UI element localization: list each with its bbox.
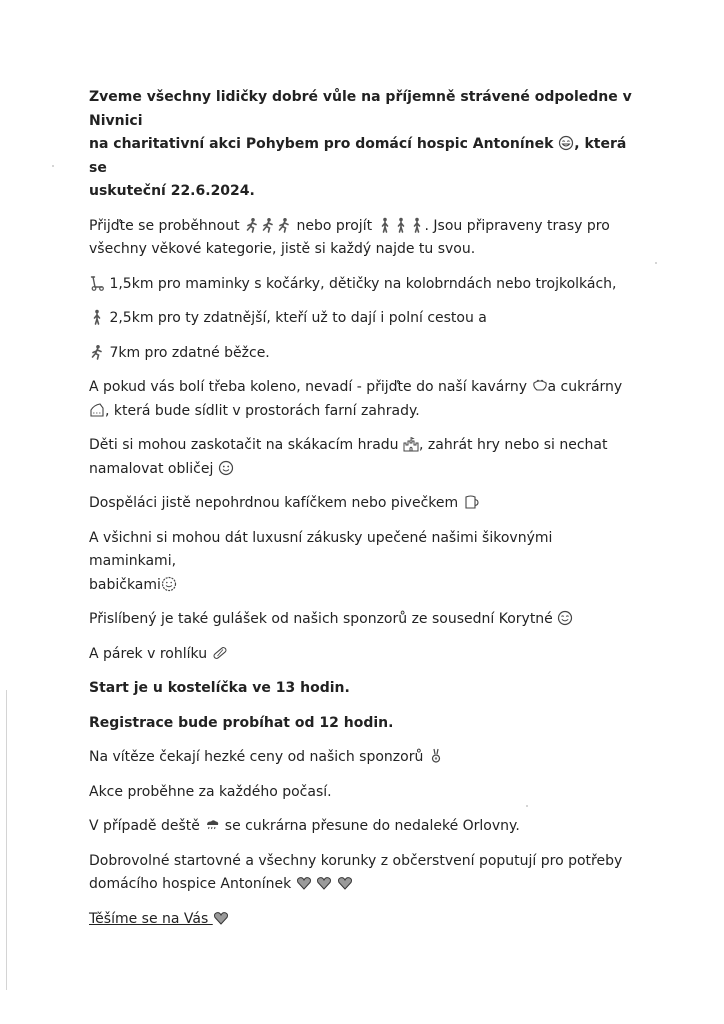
weather-info: Akce proběhne za každého počasí. <box>89 783 332 800</box>
rain-paragraph: V případě deště se cukrárna přesune do nedaleké Orlovny. <box>89 818 520 834</box>
route-item <box>89 307 634 331</box>
kids-paragraph: Děti si mohou zaskotačit na skákacím hradu , zahrát hry nebo si nechat namalovat obličej <box>89 437 608 477</box>
walking-person-icon <box>393 217 409 233</box>
goulash-paragraph: Přislíbený je také gulášek od našich sponzorů ze sousední Korytné <box>89 608 634 632</box>
adults-paragraph: Dospěláci jistě nepohrdnou kafíčkem nebo pivečkem <box>89 492 634 516</box>
intro-line: na charitativní akci Pohybem pro domácí hospic Antonínek <box>89 136 559 152</box>
prizes-paragraph: Na vítěze čekají hezké ceny od našich sponzorů <box>89 746 634 770</box>
route-text: 7km pro zdatné běžce. <box>105 344 270 361</box>
face-icon <box>218 460 234 476</box>
walking-person-icon <box>409 217 425 233</box>
scan-edge-mark <box>6 690 7 990</box>
route-text: 2,5km pro ty zdatnější, kteří už to dají i polní cestou a <box>105 310 487 326</box>
intro-paragraph <box>89 86 634 204</box>
heart-icon <box>296 875 312 891</box>
route-item <box>89 342 634 366</box>
scan-dust-mark <box>655 262 657 264</box>
heart-icon <box>337 875 353 891</box>
intro-line: Zveme všechny lidičky dobré vůle na příjemně strávené odpoledne v Nivnici <box>89 89 632 129</box>
desserts-paragraph: A všichni si mohou dát luxusní zákusky upečené našimi šikovnými maminkami, babičkami <box>89 529 553 593</box>
running-person-icon <box>276 217 292 233</box>
medal-icon <box>428 748 444 764</box>
closing-line: Těšíme se na Vás <box>89 908 634 932</box>
beer-mug-icon <box>463 494 479 510</box>
come-paragraph: Přijďte se proběhnout nebo projít . Jsou připraveny trasy pro všechny věkové kategorie, jistě si každý najde tu svou. <box>89 217 610 257</box>
running-person-icon <box>260 217 276 233</box>
running-person-icon <box>244 217 260 233</box>
walking-person-icon <box>377 217 393 233</box>
route-item <box>89 273 634 297</box>
rain-cloud-icon <box>204 817 220 833</box>
sausage-paragraph: A párek v rohlíku <box>89 643 634 667</box>
grinning-face-icon <box>558 135 574 151</box>
scooter-icon <box>89 275 105 291</box>
registration-info: Registrace bude probíhat od 12 hodin. <box>89 714 394 731</box>
smiling-face-icon <box>161 576 177 592</box>
running-person-icon <box>89 344 105 360</box>
cafe-paragraph: A pokud vás bolí třeba koleno, nevadí - přijďte do naší kavárny a cukrárny , která bude sídlit v prostorách farní zahrady. <box>89 379 623 419</box>
cake-icon <box>89 402 105 418</box>
heart-icon <box>316 875 332 891</box>
intro-line: , která se <box>89 136 627 176</box>
document-body <box>89 86 634 942</box>
donation-paragraph: Dobrovolné startovné a všechny korunky z občerstvení poputují pro potřeby domácího hospice Antonínek <box>89 852 623 892</box>
scan-dust-mark <box>52 165 54 167</box>
castle-icon <box>403 436 419 452</box>
hot-dog-icon <box>212 645 228 661</box>
walking-person-icon <box>89 309 105 325</box>
route-text: 1,5km pro maminky s kočárky, dětičky na kolobrndách nebo trojkolkách, <box>105 275 617 292</box>
smiling-face-icon <box>557 610 573 626</box>
event-date: uskuteční 22.6.2024. <box>89 183 255 199</box>
coffee-cup-icon <box>532 378 548 394</box>
heart-icon <box>213 910 229 926</box>
start-info: Start je u kostelíčka ve 13 hodin. <box>89 680 350 696</box>
